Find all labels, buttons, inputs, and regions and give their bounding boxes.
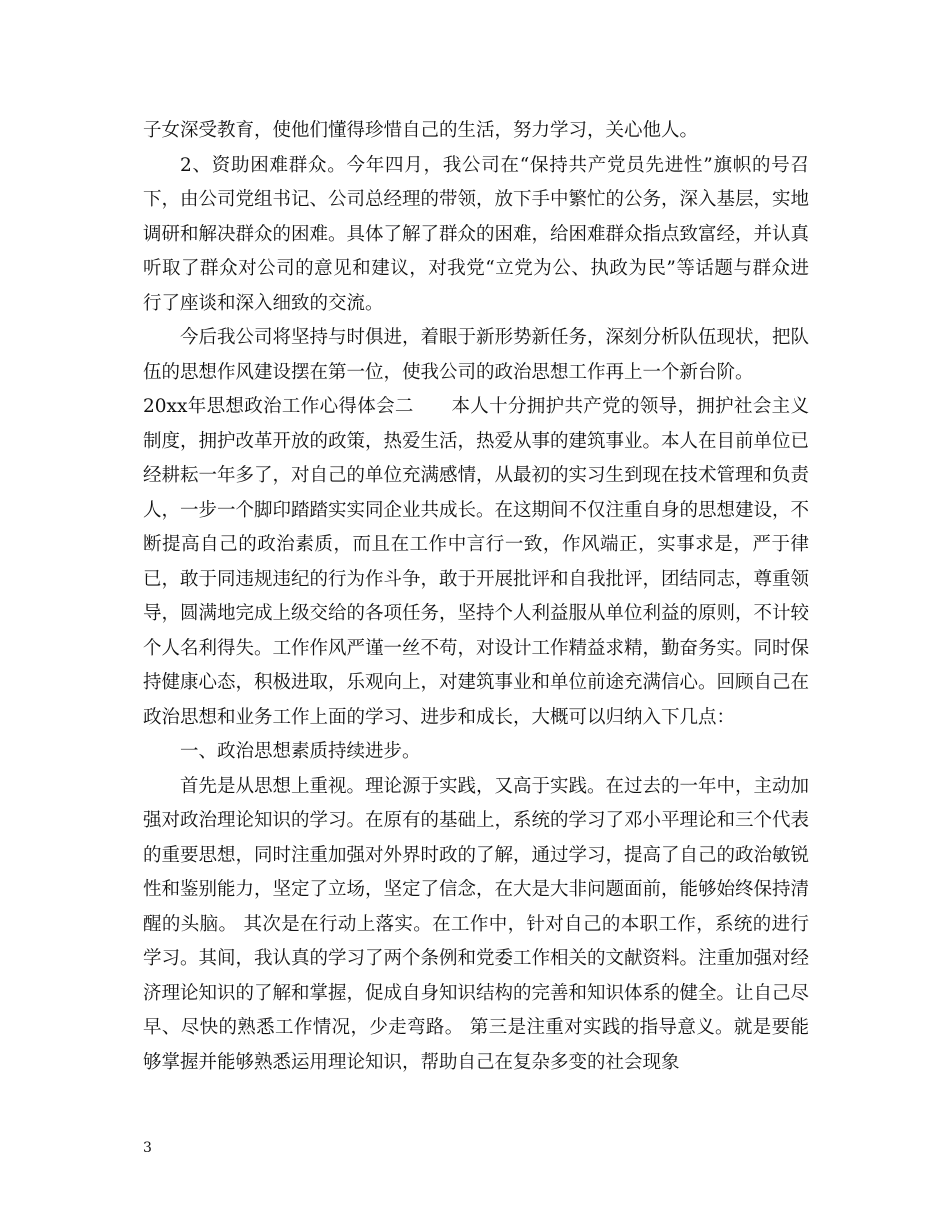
paragraph-6: 首先是从思想上重视。理论源于实践，又高于实践。在过去的一年中，主动加强对政治理论知识的学习。在原有的基础上，系统的学习了邓小平理论和三个代表的重要思想，同时注重加强对外界时政的了解，通过学习，提高了自己的政治敏锐性和鉴别能力，坚定了立场，坚定了信念，在大是大非问题面前，能够始终保持清醒的头脑。 其次是在行动上落实。在工作中，针对自己的本职工作，系统的进行学习。其间，我认真的学习了两个条例和党委工作相关的文献资料。注重加强对经济理论知识的了解和掌握，促成自身知识结构的完善和知识体系的健全。让自己尽早、尽快的熟悉工作情况，少走弯路。 第三是注重对实践的指导意义。就是要能够掌握并能够熟悉运用理论知识，帮助自己在复杂多变的社会现象 (143, 775, 810, 1073)
paragraph-1: 子女深受教育，使他们懂得珍惜自己的生活，努力学习，关心他人。 (143, 120, 699, 141)
paragraph-3: 今后我公司将坚持与时俱进，着眼于新形势新任务，深刻分析队伍现状，把队伍的思想作风建设摆在第一位，使我公司的政治思想工作再上一个新台阶。 (143, 327, 810, 383)
paragraph-4: 20xx年思想政治工作心得体会二 本人十分拥护共产党的领导，拥护社会主义制度，拥护改革开放的政策，热爱生活，热爱从事的建筑事业。本人在目前单位已经耕耘一年多了，对自己的单位充满感情，从最初的实习生到现在技术管理和负责人，一步一个脚印踏踏实实同企业共成长。在这期间不仅注重自身的思想建设，不断提高自己的政治素质，而且在工作中言行一致，作风端正，实事求是，严于律已，敢于同违规违纪的行为作斗争，敢于开展批评和自我批评，团结同志，尊重领导，圆满地完成上级交给的各项任务，坚持个人利益服从单位利益的原则，不计较个人名利得失。工作作风严谨一丝不苟，对设计工作精益求精，勤奋务实。同时保持健康心态，积极进取，乐观向上，对建筑事业和单位前途充满信心。回顾自己在政治思想和业务工作上面的学习、进步和成长，大概可以归纳入下几点： (143, 396, 810, 728)
document-body (143, 114, 809, 1080)
page-number: 3 (143, 1140, 152, 1156)
section-heading: 一、政治思想素质持续进步。 (180, 741, 421, 762)
paragraph-2: 2、资助困难群众。今年四月，我公司在“保持共产党员先进性”旗帜的号召下，由公司党组书记、公司总经理的带领，放下手中繁忙的公务，深入基层，实地调研和解决群众的困难。具体了解了群众的困难，给困难群众指点致富经，并认真听取了群众对公司的意见和建议，对我党“立党为公、执政为民”等话题与群众进行了座谈和深入细致的交流。 (143, 154, 810, 314)
